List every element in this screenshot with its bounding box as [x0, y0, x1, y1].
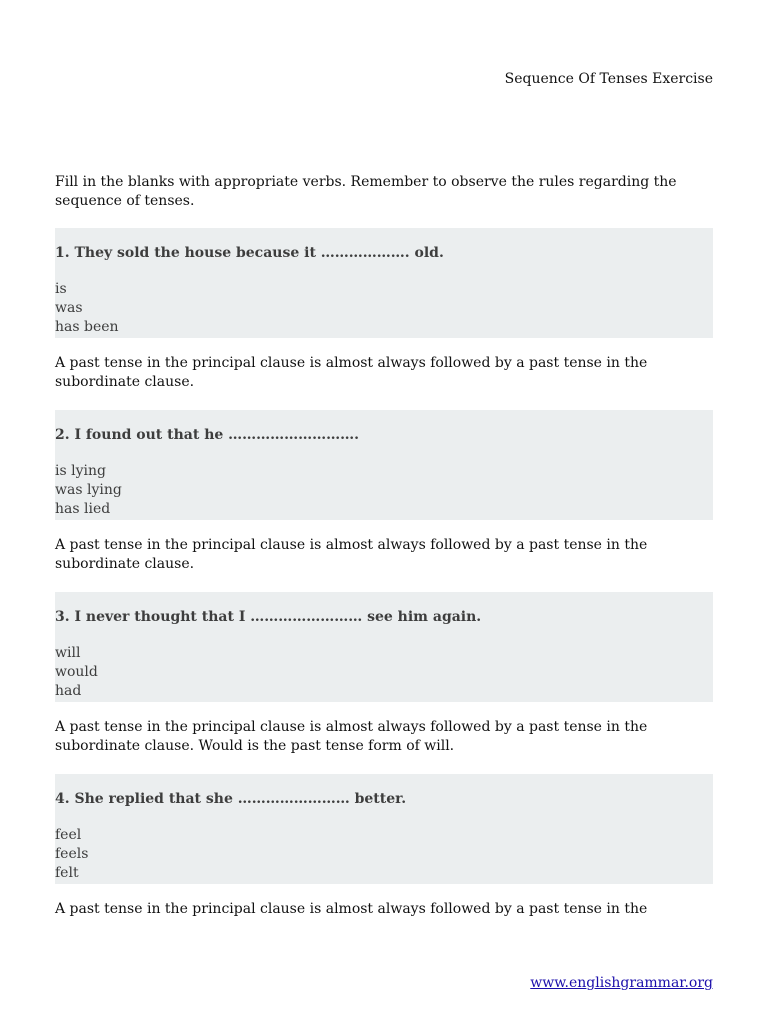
option-4a[interactable]: feel [55, 827, 82, 843]
question-text-3: 3. I never thought that I …………………… see him again. [55, 609, 482, 625]
explanation-2: A past tense in the principal clause is almost always followed by a past tense in the subordinate clause. [55, 537, 648, 572]
option-1b[interactable]: was [55, 300, 83, 316]
options-list-2 [55, 462, 122, 519]
question-text-2: 2. I found out that he ………………………. [55, 427, 360, 443]
options-list-1 [55, 280, 119, 337]
option-3c[interactable]: had [55, 683, 82, 699]
explanation-1: A past tense in the principal clause is almost always followed by a past tense in the subordinate clause. [55, 355, 648, 390]
document-page [55, 0, 713, 1024]
explanation-4: A past tense in the principal clause is almost always followed by a past tense in the [55, 901, 648, 917]
options-list-3 [55, 644, 98, 701]
options-list-4 [55, 826, 88, 883]
page-header-title: Sequence Of Tenses Exercise [504, 71, 713, 87]
option-2c[interactable]: has lied [55, 501, 111, 517]
question-text-1: 1. They sold the house because it ………………. old. [55, 245, 444, 261]
option-4c[interactable]: felt [55, 865, 79, 881]
option-3b[interactable]: would [55, 664, 98, 680]
question-block-2 [55, 410, 713, 520]
instructions-text: Fill in the blanks with appropriate verbs. Remember to observe the rules regarding the sequence of tenses. [55, 174, 677, 209]
option-1c[interactable]: has been [55, 319, 119, 335]
option-2a[interactable]: is lying [55, 463, 106, 479]
explanation-3: A past tense in the principal clause is almost always followed by a past tense in the subordinate clause. Would is the past tense form of will. [55, 719, 648, 754]
question-block-4 [55, 774, 713, 884]
option-2b[interactable]: was lying [55, 482, 122, 498]
footer-website-link[interactable]: www.englishgrammar.org [530, 975, 713, 991]
option-3a[interactable]: will [55, 645, 81, 661]
question-text-4: 4. She replied that she …………………… better. [55, 791, 407, 807]
option-4b[interactable]: feels [55, 846, 89, 862]
question-block-1 [55, 228, 713, 338]
option-1a[interactable]: is [55, 281, 67, 297]
question-block-3 [55, 592, 713, 702]
